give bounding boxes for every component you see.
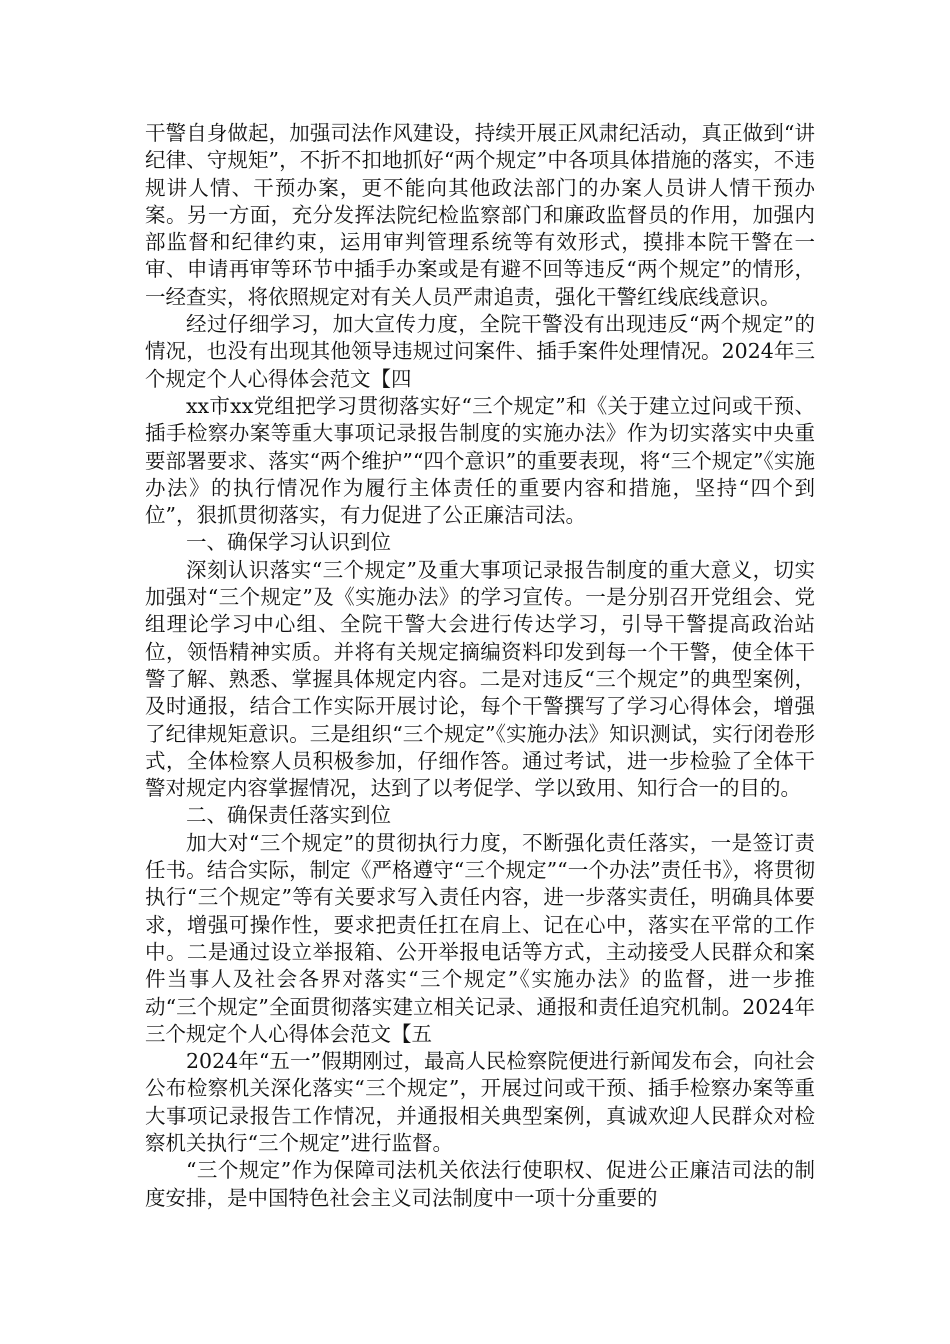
paragraph: “三个规定”作为保障司法机关依法行使职权、促进公正廉洁司法的制度安排，是中国特色社会主义司法制度中一项十分重要的 <box>145 1158 815 1210</box>
paragraph: 经过仔细学习，加大宣传力度，全院干警没有出现违反“两个规定”的情况，也没有出现其他领导违规过问案件、插手案件处理情况。2024年三个规定个人心得体会范文【四 <box>145 312 815 391</box>
paragraph: 加大对“三个规定”的贯彻执行力度，不断强化责任落实，一是签订责任书。结合实际，制定《严格遵守“三个规定”“一个办法”责任书》，将贯彻执行“三个规定”等有关要求写入责任内容，进一步落实责任，明确具体要求，增强可操作性，要求把责任扛在肩上、记在心中，落实在平常的工作中。二是通过设立举报箱、公开举报电话等方式，主动接受人民群众和案件当事人及社会各界对落实“三个规定”《实施办法》的监督，进一步推动“三个规定”全面贯彻落实建立相关记录、通报和责任追究机制。2024年三个规定个人心得体会范文【五 <box>145 830 815 1046</box>
paragraph: 深刻认识落实“三个规定”及重大事项记录报告制度的重大意义，切实加强对“三个规定”及《实施办法》的学习宣传。一是分别召开党组会、党组理论学习中心组、全院干警大会进行传达学习，引导干警提高政治站位，领悟精神实质。并将有关规定摘编资料印发到每一个干警，使全体干警了解、熟悉、掌握具体规定内容。二是对违反“三个规定”的典型案例，及时通报，结合工作实际开展讨论，每个干警撰写了学习心得体会，增强了纪律规矩意识。三是组织“三个规定”《实施办法》知识测试，实行闭卷形式，全体检察人员积极参加，仔细作答。通过考试，进一步检验了全体干警对规定内容掌握情况，达到了以考促学、学以致用、知行合一的目的。 <box>145 557 815 801</box>
paragraph: xx市xx党组把学习贯彻落实好“三个规定”和《关于建立过问或干预、插手检察办案等重大事项记录报告制度的实施办法》作为切实落实中央重要部署要求、落实“两个维护”“四个意识”的重要表现，将“三个规定”《实施办法》的执行情况作为履行主体责任的重要内容和措施，坚持“四个到位”，狠抓贯彻落实，有力促进了公正廉洁司法。 <box>145 393 815 528</box>
paragraph: 干警自身做起，加强司法作风建设，持续开展正风肃纪活动，真正做到“讲纪律、守规矩”，不折不扣地抓好“两个规定”中各项具体措施的落实，不违规讲人情、干预办案，更不能向其他政法部门的办案人员讲人情干预办案。另一方面，充分发挥法院纪检监察部门和廉政监督员的作用，加强内部监督和纪律约束，运用审判管理系统等有效形式，摸排本院干警在一审、申请再审等环节中插手办案或是有避不回等违反“两个规定”的情形，一经查实，将依照规定对有关人员严肃追责，强化干警红线底线意识。 <box>145 121 815 309</box>
document-body <box>145 120 815 1212</box>
section-heading: 一、确保学习认识到位 <box>186 530 391 555</box>
section-heading: 二、确保责任落实到位 <box>186 803 391 828</box>
paragraph: 2024年“五一”假期刚过，最高人民检察院便进行新闻发布会，向社会公布检察机关深化落实“三个规定”，开展过问或干预、插手检察办案等重大事项记录报告工作情况，并通报相关典型案例，真诚欢迎人民群众对检察机关执行“三个规定”进行监督。 <box>145 1049 815 1155</box>
